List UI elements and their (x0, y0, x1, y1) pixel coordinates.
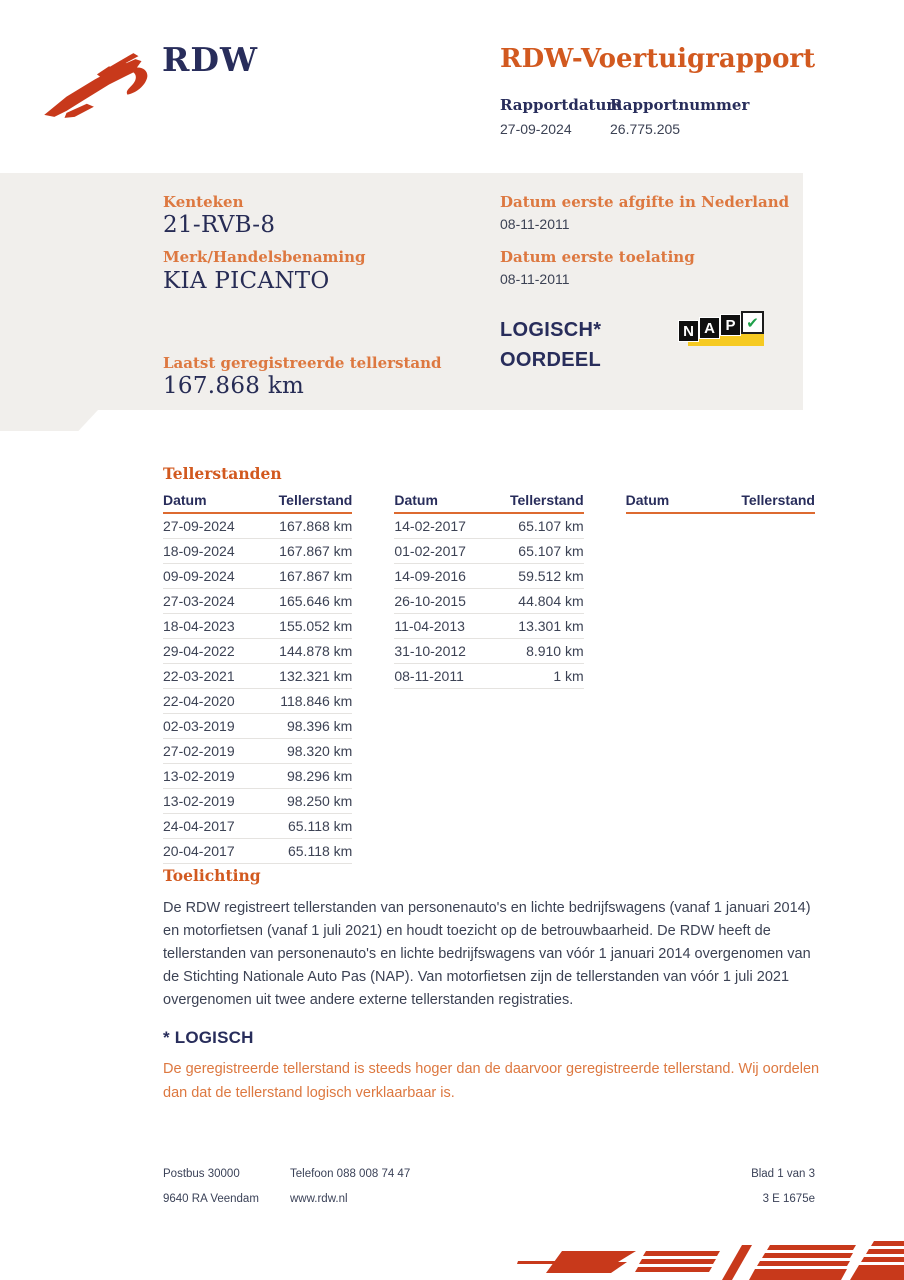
row-datum: 22-04-2020 (163, 693, 235, 709)
toelichting-body: De RDW registreert tellerstanden van personenauto's en lichte bedrijfswagens (vanaf 1 januari 2014) en motorfietsen (vanaf 1 juli 2021) en houdt toezicht op de betrouwbaarheid. De RDW heeft de tellerstanden van personenauto's en lichte bedrijfswagens van vóór 1 januari 2014 overgenomen van de Stichting Nationale Auto Pas (NAP). Van motorfietsen zijn de tellerstanden van vóór 1 juli 2021 overgenomen uit twee andere externe tellerstanden registraties. (163, 900, 811, 1008)
tellerstanden-column-3 (626, 492, 815, 864)
table-row (163, 739, 352, 764)
table-row (394, 539, 583, 564)
tellerstanden-title: Tellerstanden (163, 464, 282, 483)
row-tellerstand: 8.910 km (526, 643, 584, 659)
row-datum: 24-04-2017 (163, 818, 235, 834)
row-datum: 27-09-2024 (163, 518, 235, 534)
table-row (394, 664, 583, 689)
merk-value: KIA PICANTO (163, 268, 330, 294)
row-datum: 22-03-2021 (163, 668, 235, 684)
table-row (394, 564, 583, 589)
footer-city: 9640 RA Veendam (163, 1193, 259, 1205)
rdw-feather-logo-icon (36, 48, 168, 124)
tellerstand-label: Laatst geregistreerde tellerstand (163, 354, 442, 372)
row-datum: 18-04-2023 (163, 618, 235, 634)
table-row (163, 764, 352, 789)
document-title: RDW-Voertuigrapport (500, 44, 816, 74)
datum-header: Datum (394, 492, 438, 508)
footer-doc-code: 3 E 1675e (762, 1193, 815, 1205)
rdw-wordmark: RDW (162, 40, 259, 79)
row-tellerstand: 167.867 km (279, 543, 353, 559)
row-tellerstand: 59.512 km (518, 568, 584, 584)
report-number-label: Rapportnummer (610, 96, 750, 114)
afgifte-label: Datum eerste afgifte in Nederland (500, 193, 790, 211)
row-tellerstand: 98.320 km (286, 743, 353, 759)
row-tellerstand: 98.250 km (286, 793, 353, 809)
oordeel-line1: LOGISCH* (500, 319, 602, 341)
row-datum: 13-02-2019 (163, 793, 235, 809)
logisch-explanation: De geregistreerde tellerstand is steeds hoger dan de daarvoor geregistreerde tellerstand. Wij oordelen dan dat de tellerstand logisch verklaarbaar is. (163, 1061, 820, 1101)
page-footer (163, 1168, 815, 1218)
row-tellerstand: 132.321 km (279, 668, 353, 684)
tellerstand-header: Tellerstand (278, 492, 353, 508)
nap-letter-a: A (699, 317, 720, 339)
table-row (394, 589, 583, 614)
datum-header: Datum (163, 492, 207, 508)
row-datum: 27-02-2019 (163, 743, 235, 759)
tellerstanden-section (163, 464, 815, 864)
datum-header: Datum (625, 492, 670, 508)
row-tellerstand: 167.867 km (279, 568, 353, 584)
row-tellerstand: 65.107 km (518, 543, 584, 559)
report-date-label: Rapportdatum (500, 96, 623, 114)
oordeel-verdict (500, 315, 601, 375)
table-row (163, 589, 352, 614)
row-tellerstand: 65.118 km (287, 818, 353, 834)
row-datum: 31-10-2012 (394, 643, 466, 659)
rdw-stripes-decoration-icon (484, 1225, 904, 1280)
table-header (626, 492, 815, 514)
toelating-label: Datum eerste toelating (500, 248, 695, 266)
table-row (163, 814, 352, 839)
report-date-value: 27-09-2024 (500, 121, 572, 137)
row-datum: 11-04-2013 (394, 618, 465, 634)
table-row (394, 514, 583, 539)
row-datum: 18-09-2024 (163, 543, 235, 559)
row-datum: 02-03-2019 (163, 718, 235, 734)
row-tellerstand: 167.868 km (279, 518, 353, 534)
table-row (163, 614, 352, 639)
tellerstanden-column-1 (163, 492, 352, 864)
tellerstand-value: 167.868 km (163, 373, 305, 399)
row-datum: 01-02-2017 (394, 543, 466, 559)
table-row (163, 514, 352, 539)
row-tellerstand: 118.846 km (280, 693, 353, 709)
kenteken-label: Kenteken (163, 193, 244, 211)
row-tellerstand: 165.646 km (279, 593, 353, 609)
toelichting-title: Toelichting (163, 866, 261, 885)
row-datum: 20-04-2017 (163, 843, 235, 859)
table-row (163, 564, 352, 589)
row-tellerstand: 155.052 km (279, 618, 353, 634)
report-number-value: 26.775.205 (610, 121, 681, 137)
table-row (163, 639, 352, 664)
nap-letter-p: P (720, 314, 741, 336)
footer-phone: Telefoon 088 008 74 47 (290, 1168, 411, 1180)
tellerstanden-column-2 (394, 492, 583, 864)
logisch-heading: * LOGISCH (163, 1028, 254, 1047)
table-row (163, 714, 352, 739)
merk-label: Merk/Handelsbenaming (163, 248, 366, 266)
row-datum: 08-11-2011 (394, 668, 464, 684)
nap-logo (678, 311, 766, 351)
table-row (394, 639, 583, 664)
row-tellerstand: 13.301 km (518, 618, 584, 634)
table-row (394, 614, 583, 639)
afgifte-value: 08-11-2011 (500, 216, 570, 232)
panel-corner-tab (0, 410, 98, 431)
table-row (163, 664, 352, 689)
toelichting-section (163, 866, 823, 1105)
table-header (394, 492, 583, 514)
row-tellerstand: 65.107 km (518, 518, 584, 534)
nap-check-icon: ✔ (741, 311, 764, 334)
table-row (163, 539, 352, 564)
row-datum: 27-03-2024 (163, 593, 235, 609)
table-row (163, 839, 352, 864)
row-datum: 13-02-2019 (163, 768, 235, 784)
table-header (163, 492, 352, 514)
report-meta (500, 96, 749, 137)
row-datum: 29-04-2022 (163, 643, 235, 659)
oordeel-line2: OORDEEL (500, 349, 601, 371)
tellerstand-header: Tellerstand (510, 492, 584, 508)
table-row (163, 789, 352, 814)
footer-website: www.rdw.nl (290, 1193, 348, 1205)
nap-letter-n: N (678, 320, 699, 342)
row-datum: 09-09-2024 (163, 568, 235, 584)
toelating-value: 08-11-2011 (500, 271, 570, 287)
table-row (163, 689, 352, 714)
kenteken-value: 21-RVB-8 (163, 212, 276, 238)
tellerstand-header: Tellerstand (741, 492, 815, 508)
row-tellerstand: 144.878 km (279, 643, 353, 659)
row-tellerstand: 44.804 km (518, 593, 584, 609)
row-tellerstand: 98.296 km (286, 768, 353, 784)
footer-postbus: Postbus 30000 (163, 1168, 240, 1180)
row-tellerstand: 65.118 km (287, 843, 353, 859)
row-tellerstand: 1 km (553, 668, 584, 684)
row-datum: 26-10-2015 (394, 593, 466, 609)
row-datum: 14-09-2016 (394, 568, 466, 584)
footer-page-indicator: Blad 1 van 3 (751, 1168, 815, 1180)
row-tellerstand: 98.396 km (286, 718, 353, 734)
row-datum: 14-02-2017 (394, 518, 466, 534)
